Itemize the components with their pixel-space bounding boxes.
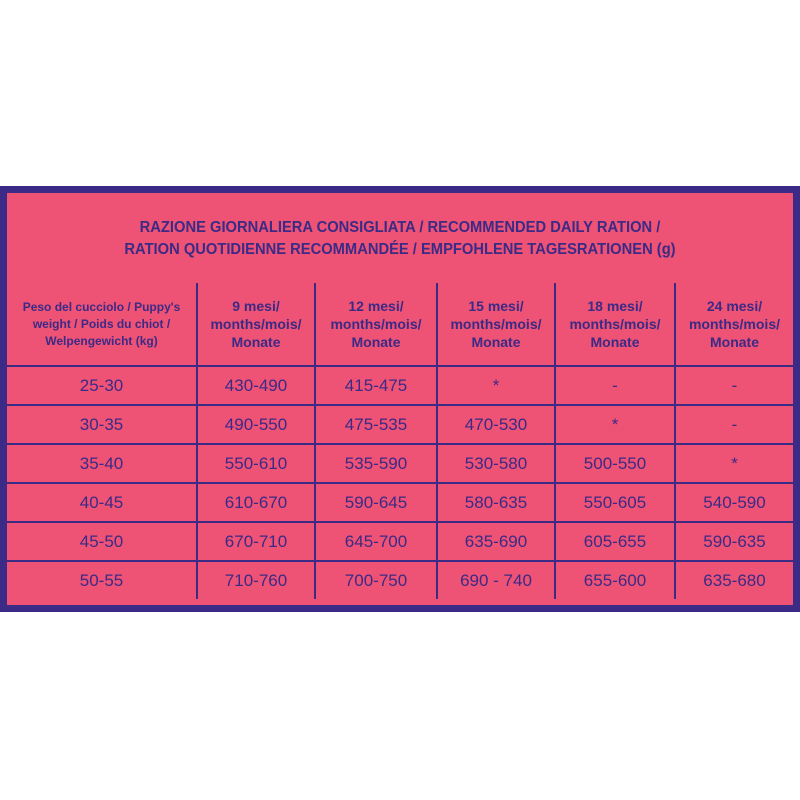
table-row: [7, 561, 793, 599]
header-age-5: [675, 283, 793, 366]
ration-cell: -: [675, 366, 793, 405]
ration-cell: 610-670: [197, 483, 315, 522]
weight-cell: 30-35: [7, 405, 197, 444]
header-age-2: [315, 283, 437, 366]
weight-cell: 35-40: [7, 444, 197, 483]
ration-cell: 590-645: [315, 483, 437, 522]
ration-table: [7, 283, 793, 599]
header-line: Monate: [710, 334, 759, 351]
ration-cell: 635-690: [437, 522, 555, 561]
header-line: Welpengewicht (kg): [45, 333, 158, 348]
table-row: [7, 483, 793, 522]
ration-cell: 470-530: [437, 405, 555, 444]
title-line-2: RATION QUOTIDIENNE RECOMMANDÉE / EMPFOHLENE TAGESRATIONEN (g): [124, 241, 676, 258]
ration-cell: 655-600: [555, 561, 675, 599]
header-weight: [7, 283, 197, 366]
weight-cell: 50-55: [7, 561, 197, 599]
ration-cell: 475-535: [315, 405, 437, 444]
ration-cell: 535-590: [315, 444, 437, 483]
ration-cell: 550-610: [197, 444, 315, 483]
header-line: 12 mesi/: [348, 298, 404, 315]
header-age-3: [437, 283, 555, 366]
ration-cell: 700-750: [315, 561, 437, 599]
weight-cell: 25-30: [7, 366, 197, 405]
header-row: [7, 283, 793, 366]
header-line: months/mois/: [450, 316, 542, 333]
ration-cell: 500-550: [555, 444, 675, 483]
title-line-1: RAZIONE GIORNALIERA CONSIGLIATA / RECOMMENDED DAILY RATION /: [139, 219, 661, 236]
weight-cell: 45-50: [7, 522, 197, 561]
ration-cell: 710-760: [197, 561, 315, 599]
table-row: [7, 522, 793, 561]
ration-cell: -: [555, 366, 675, 405]
ration-cell: 490-550: [197, 405, 315, 444]
ration-cell: 590-635: [675, 522, 793, 561]
ration-band: [0, 186, 800, 612]
ration-cell: 550-605: [555, 483, 675, 522]
ration-cell: 430-490: [197, 366, 315, 405]
ration-cell: 415-475: [315, 366, 437, 405]
header-line: 24 mesi/: [706, 298, 763, 315]
ration-cell: *: [675, 444, 793, 483]
table-row: [7, 366, 793, 405]
ration-cell: 635-680: [675, 561, 793, 599]
header-line: Monate: [590, 334, 640, 351]
header-line: 9 mesi/: [232, 298, 280, 315]
ration-cell: 690 - 740: [437, 561, 555, 599]
header-line: 15 mesi/: [468, 298, 524, 315]
header-line: 18 mesi/: [587, 298, 643, 315]
header-line: Monate: [231, 334, 281, 351]
header-line: Monate: [471, 334, 521, 351]
ration-cell: 670-710: [197, 522, 315, 561]
table-row: [7, 444, 793, 483]
header-line: months/mois/: [210, 316, 302, 333]
header-line: Peso del cucciolo / Puppy's: [22, 299, 181, 314]
ration-cell: -: [675, 405, 793, 444]
ration-panel: [7, 193, 793, 605]
header-line: months/mois/: [330, 316, 422, 333]
ration-cell: 645-700: [315, 522, 437, 561]
ration-cell: 605-655: [555, 522, 675, 561]
table-title: [38, 217, 761, 261]
header-age-4: [555, 283, 675, 366]
header-line: weight / Poids du chiot /: [32, 316, 171, 331]
ration-cell: *: [437, 366, 555, 405]
ration-cell: 580-635: [437, 483, 555, 522]
table-row: [7, 405, 793, 444]
header-line: Monate: [351, 334, 401, 351]
header-line: months/mois/: [569, 316, 661, 333]
ration-cell: 540-590: [675, 483, 793, 522]
weight-cell: 40-45: [7, 483, 197, 522]
ration-cell: 530-580: [437, 444, 555, 483]
ration-cell: *: [555, 405, 675, 444]
header-age-1: [197, 283, 315, 366]
header-line: months/mois/: [688, 316, 780, 333]
